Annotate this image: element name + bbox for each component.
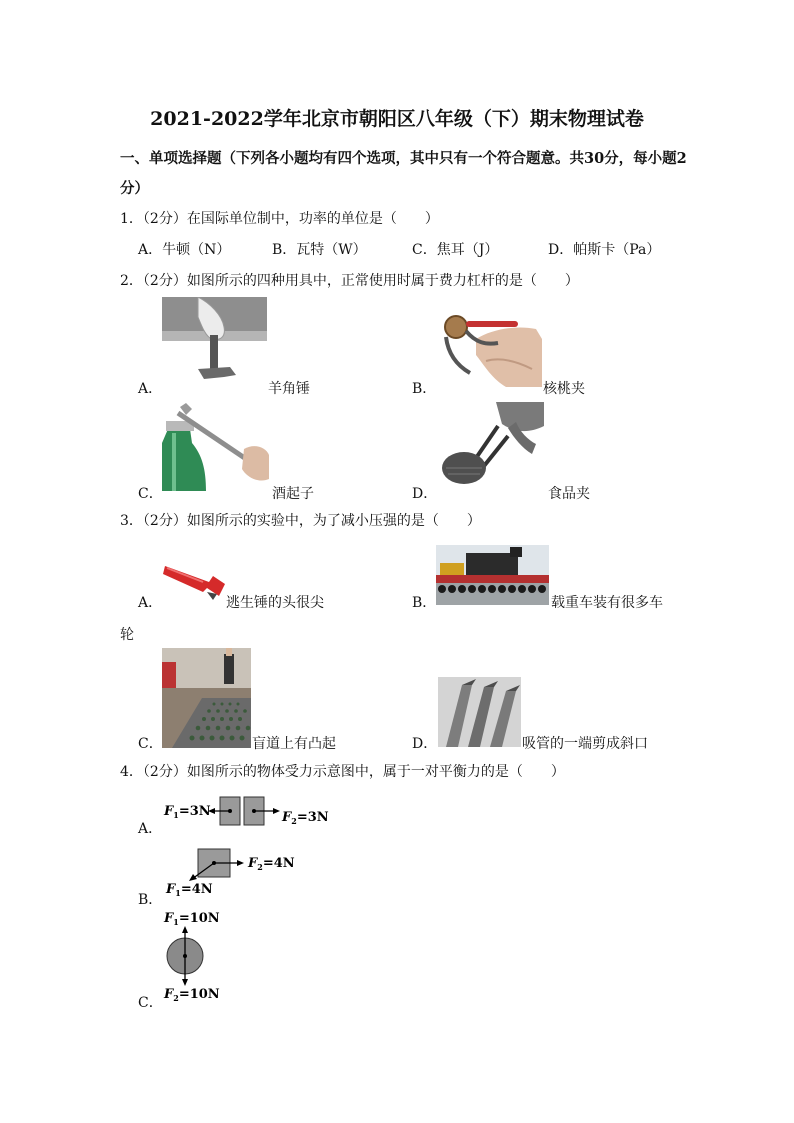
force-a1-symbol: F: [164, 804, 174, 819]
force-a1-value: =3N: [178, 804, 211, 819]
force-a2-subscript: 2: [291, 816, 297, 826]
force-c2-subscript: 2: [173, 993, 179, 1003]
bottle-opener-photo: [162, 403, 269, 491]
q3-option-d-caption: 吸管的一端剪成斜口: [522, 736, 648, 752]
q3-option-a-caption: 逃生锤的头很尖: [226, 595, 324, 611]
page-title: 2021-2022学年北京市朝阳区八年级（下）期末物理试卷: [150, 108, 644, 130]
q3-option-b-caption: 载重车装有很多车: [551, 595, 663, 611]
question-4-stem: 4．（2分）如图所示的物体受力示意图中，属于一对平衡力的是（ ）: [120, 764, 565, 780]
claw-hammer-photo: [162, 297, 267, 384]
q2-option-d-caption: 食品夹: [548, 486, 590, 502]
svg-text:F1=4N: [165, 882, 213, 898]
q3-option-b-letter: B．: [412, 595, 437, 611]
question-3-stem: 3．（2分）如图所示的实验中，为了减小压强的是（ ）: [120, 513, 481, 529]
force-a2-value: =3N: [296, 810, 329, 825]
q3-option-d-letter: D．: [412, 736, 438, 752]
force-b2-symbol: F: [248, 856, 258, 871]
q4-diagram-a: [160, 794, 335, 834]
q1-option-a: A．牛顿（N）: [138, 242, 231, 258]
force-a2-symbol: F: [282, 810, 292, 825]
section-heading-line2: 分）: [120, 180, 149, 197]
q1-option-c: C．焦耳（J）: [412, 242, 499, 258]
force-c2-value: =10N: [178, 987, 220, 1002]
q2-option-d-letter: D．: [412, 486, 438, 502]
svg-text:F1=10N: [163, 911, 220, 927]
food-tongs-photo: [436, 402, 544, 494]
section-heading-line1: 一、单项选择题（下列各小题均有四个选项，其中只有一个符合题意。共30分，每小题2: [120, 150, 687, 167]
q2-option-c-caption: 酒起子: [272, 486, 314, 502]
force-b2-subscript: 2: [257, 862, 263, 872]
force-a1-subscript: 1: [173, 810, 179, 820]
force-b1-subscript: 1: [175, 888, 181, 898]
svg-text:F1=3N: [163, 804, 211, 820]
q2-option-b-letter: B．: [412, 381, 437, 397]
q4-diagram-b: [160, 845, 310, 900]
force-c1-subscript: 1: [173, 917, 179, 927]
force-c1-value: =10N: [178, 911, 220, 926]
question-1-stem: 1．（2分）在国际单位制中，功率的单位是（ ）: [120, 211, 439, 227]
force-b2-value: =4N: [262, 856, 295, 871]
q3-option-a-letter: A．: [138, 595, 163, 611]
q3-option-c-letter: C．: [138, 736, 163, 752]
q4-option-a-letter: A．: [138, 821, 163, 837]
q1-option-d: D．帕斯卡（Pa）: [548, 242, 661, 258]
force-c1-symbol: F: [164, 911, 174, 926]
force-b1-value: =4N: [180, 882, 213, 897]
svg-text:F2=3N: [281, 810, 329, 826]
force-b1-symbol: F: [166, 882, 176, 897]
svg-text:F2=10N: [163, 987, 220, 1003]
q2-option-a-letter: A．: [138, 381, 163, 397]
nutcracker-photo: [436, 299, 542, 387]
q2-option-c-letter: C．: [138, 486, 163, 502]
q1-option-b: B．瓦特（W）: [272, 242, 367, 258]
q2-option-b-caption: 核桃夹: [543, 381, 585, 397]
force-c2-symbol: F: [164, 987, 174, 1002]
escape-hammer-photo: [163, 558, 227, 602]
heavy-truck-photo: [436, 545, 549, 605]
question-2-stem: 2．（2分）如图所示的四种用具中，正常使用时属于费力杠杆的是（ ）: [120, 273, 579, 289]
tactile-paving-photo: [162, 648, 251, 748]
q3-option-b-caption-wrap: 轮: [120, 627, 134, 643]
q3-option-c-caption: 盲道上有凸起: [252, 736, 336, 752]
q4-option-b-letter: B．: [138, 892, 163, 908]
q2-option-a-caption: 羊角锤: [268, 381, 310, 397]
straw-cut-photo: [438, 677, 521, 747]
q4-option-c-letter: C．: [138, 995, 163, 1011]
q4-diagram-c: [160, 906, 240, 1004]
svg-text:F2=4N: [247, 856, 295, 872]
